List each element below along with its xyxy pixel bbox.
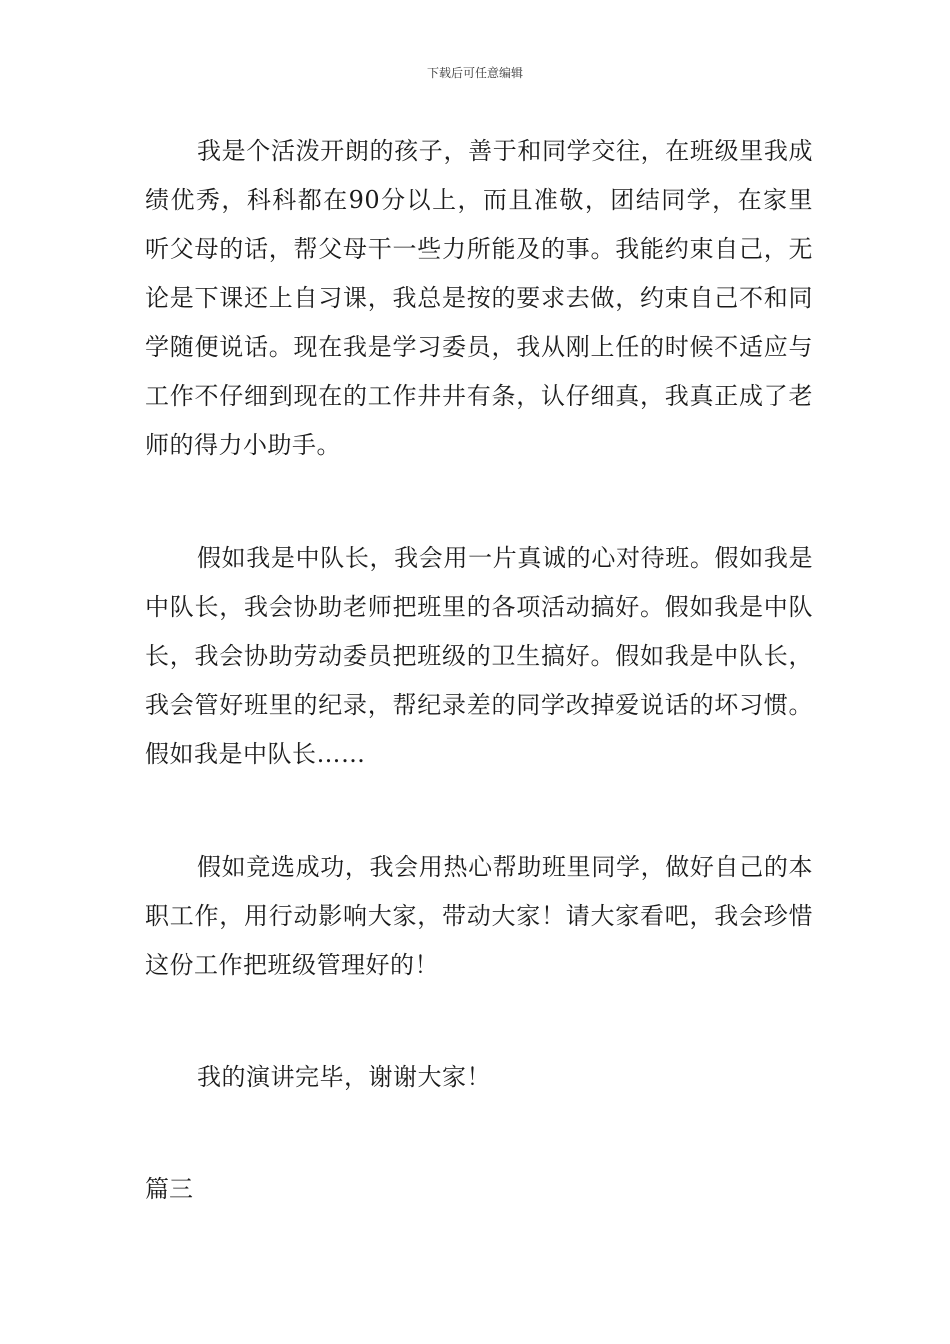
paragraph-if-i-were-leader: 假如我是中队长，我会用一片真诚的心对待班。假如我是中队长，我会协助老师把班里的各项活动搞好。假如我是中队长，我会协助劳动委员把班级的卫生搞好。假如我是中队长，我会管好班里的纪录，帮纪录差的同学改掉爱说话的坏习惯。假如我是中队长……	[145, 544, 813, 768]
paragraph-closing: 我的演讲完毕，谢谢大家！	[197, 1063, 491, 1091]
paragraph-if-elected: 假如竞选成功，我会用热心帮助班里同学，做好自己的本职工作，用行动影响大家，带动大家！请大家看吧，我会珍惜这份工作把班级管理好的！	[145, 853, 813, 979]
paragraph-spacer	[145, 779, 813, 843]
paragraph-spacer	[145, 1102, 813, 1165]
paragraph-spacer	[145, 990, 813, 1053]
page-header: 下载后可任意编辑	[426, 66, 523, 80]
document-body	[145, 127, 813, 1214]
section-title: 篇三	[145, 1175, 193, 1203]
paragraph-spacer	[145, 470, 813, 534]
paragraph-self-introduction: 我是个活泼开朗的孩子，善于和同学交往，在班级里我成绩优秀，科科都在90分以上，而且准敬，团结同学，在家里听父母的话，帮父母干一些力所能及的事。我能约束自己，无论是下课还上自习课，我总是按的要求去做，约束自己不和同学随便说话。现在我是学习委员，我从刚上任的时候不适应与工作不仔细到现在的工作井井有条，认仔细真，我真正成了老师的得力小助手。	[145, 137, 813, 459]
